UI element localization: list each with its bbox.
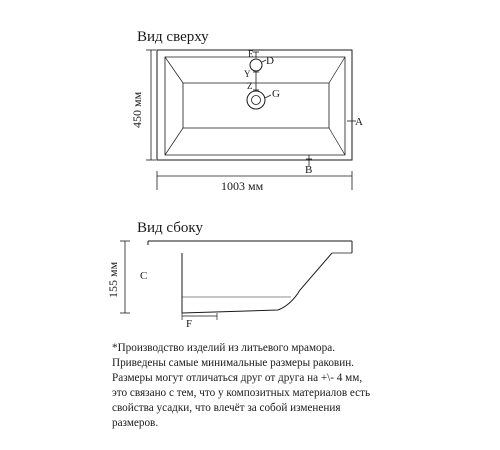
height-dimension-top (146, 50, 156, 160)
label-d: D (266, 55, 274, 67)
height-dimension-side (120, 241, 130, 313)
leader-g (265, 95, 271, 98)
note-line: размеров. (112, 417, 159, 429)
note-line: Приведены самые минимальные размеры раковин. (112, 357, 354, 369)
top-view-title: Вид сверху (137, 29, 209, 45)
basin-edge-tr (329, 57, 345, 83)
basin-edge-tl (165, 57, 183, 83)
note-line: *Производство изделий из литьевого мрамора. (112, 342, 336, 354)
side-bowl-curve (182, 253, 332, 313)
basin-edge-bl (165, 128, 183, 155)
side-view-title: Вид сбоку (137, 220, 203, 236)
drain-outer (247, 91, 265, 109)
note-line: это связано с тем, что у композитных материалов есть (112, 387, 371, 399)
faucet-hole (250, 59, 262, 71)
production-note (112, 341, 442, 431)
sink-side-profile (148, 241, 352, 313)
height-dimension-top-label: 450 мм (130, 91, 144, 128)
label-y: Y (244, 69, 251, 79)
label-c: C (140, 270, 148, 282)
height-dimension-side-label: 155 мм (106, 261, 120, 298)
basin-edge-br (329, 128, 345, 155)
note-line: свойства усадки, что влечёт за собой изменения (112, 402, 341, 414)
width-dimension-top-label: 1003 мм (221, 179, 264, 193)
label-a: A (355, 116, 363, 128)
label-e: E (248, 49, 254, 59)
label-g: G (272, 88, 280, 100)
note-line: Размеры могут отличаться друг от друга на +\- 4 мм, (112, 372, 363, 384)
label-z: Z (247, 81, 253, 91)
label-b: B (305, 164, 313, 176)
label-f: F (186, 318, 193, 330)
